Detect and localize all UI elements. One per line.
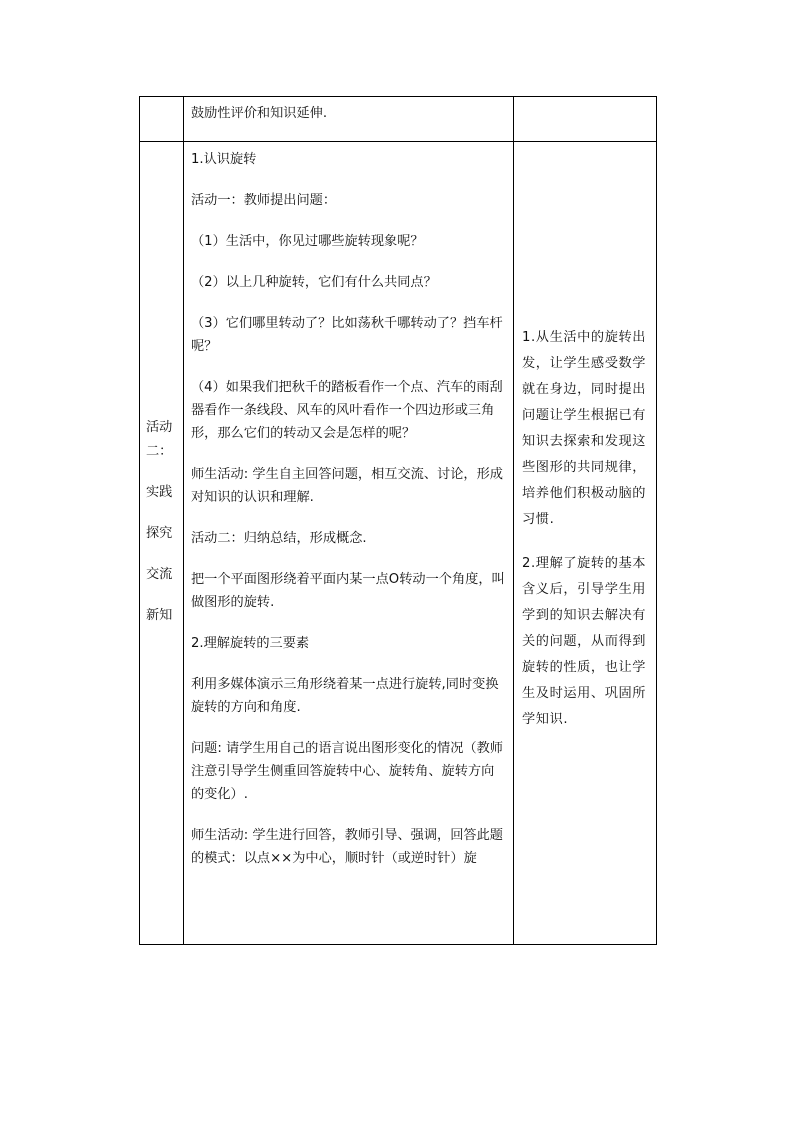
paragraph: 师生活动: 学生进行回答，教师引导、强调，回答此题的模式：以点××为中心，顺时针（或逆时针）旋: [191, 828, 503, 866]
paragraph: （1）生活中，你见过哪些旋转现象呢？: [191, 234, 424, 249]
label-line: 交流: [146, 567, 173, 582]
note-paragraph: 2.理解了旋转的基本含义后，引导学生用学到的知识去解决有关的问题，从而得到旋转的性质，也让学生及时运用、巩固所学知识.: [522, 556, 647, 727]
label-line: 实践: [146, 485, 173, 500]
paragraph: 活动二：归纳总结，形成概念.: [191, 531, 367, 546]
paragraph: （4）如果我们把秋千的踏板看作一个点、汽车的雨刮器看作一条线段、风车的风叶看作一个四边形或三角形，那么它们的转动又会是怎样的呢？: [191, 380, 503, 441]
section-heading: 1.认识旋转: [191, 152, 257, 167]
label-line: 二：: [146, 444, 173, 459]
paragraph: 问题: 请学生用自己的语言说出图形变化的情况（教师注意引导学生侧重回答旋转中心、旋转角、旋转方向的变化）.: [191, 741, 503, 802]
paragraph: 师生活动: 学生自主回答问题，相互交流、讨论，形成对知识的认识和理解.: [191, 467, 503, 505]
paragraph: 活动一：教师提出问题：: [191, 193, 337, 208]
note-paragraph: 1.从生活中的旋转出发，让学生感受数学就在身边，同时提出问题让学生根据已有知识去探索和发现这些图形的共同规律，培养他们积极动脑的习惯.: [522, 330, 647, 527]
content-text: 鼓励性评价和知识延伸.: [191, 106, 328, 121]
paragraph: （2）以上几种旋转，它们有什么共同点？: [191, 275, 437, 290]
paragraph: 把一个平面图形绕着平面内某一点O转动一个角度，叫做图形的旋转.: [191, 572, 505, 610]
table-row: [140, 97, 657, 142]
label-line: 新知: [146, 608, 173, 623]
label-cell-empty: [140, 97, 184, 142]
lesson-plan-table: [139, 96, 657, 945]
label-cell: [140, 142, 184, 945]
content-cell: [184, 142, 514, 945]
label-line: 活动: [146, 420, 173, 435]
note-cell-empty: [514, 97, 657, 142]
section-heading: 2.理解旋转的三要素: [191, 636, 310, 651]
label-line: 探究: [146, 526, 173, 541]
note-cell: [514, 142, 657, 945]
content-cell: [184, 97, 514, 142]
table-row: [140, 142, 657, 945]
paragraph: （3）它们哪里转动了？比如荡秋千哪转动了？挡车杆呢？: [191, 316, 503, 354]
paragraph: 利用多媒体演示三角形绕着某一点进行旋转,同时变换旋转的方向和角度.: [191, 677, 499, 715]
